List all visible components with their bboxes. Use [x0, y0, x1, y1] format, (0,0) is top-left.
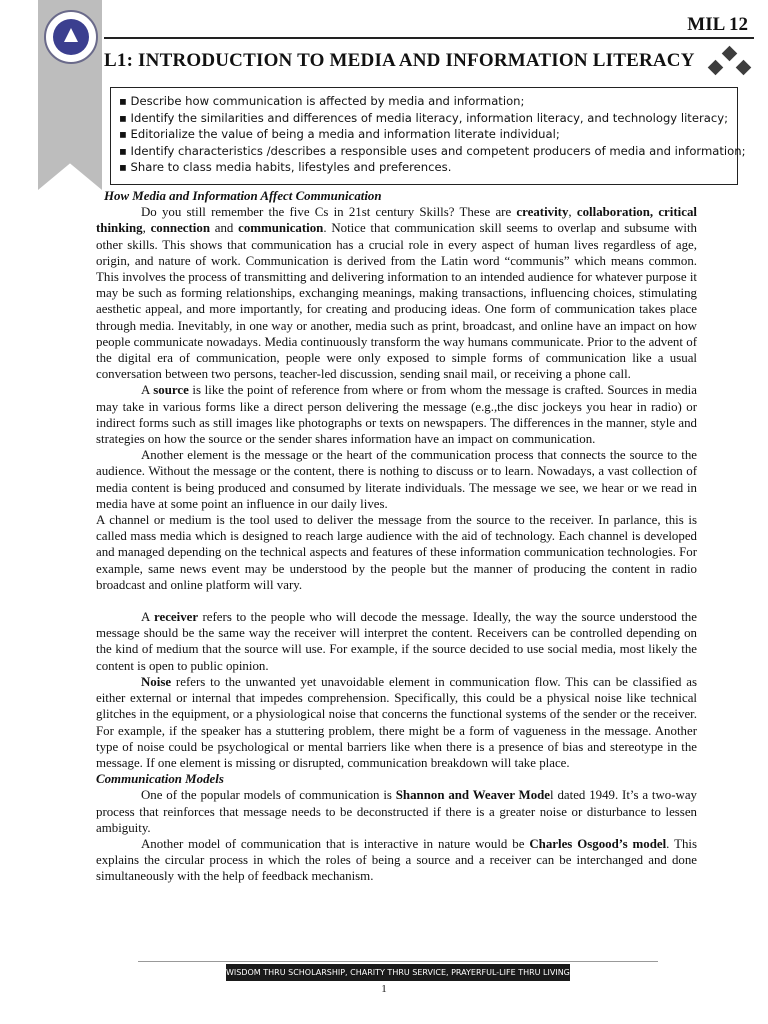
objective-item: ▪ Describe how communication is affected by media and information; — [119, 94, 525, 108]
logo-emblem — [53, 19, 89, 55]
paragraph: A receiver refers to the people who will decode the message. Ideally, the way the source understood the message should be the same way the receiver will interpret the content. Receivers can be controlled depending on the kind of medium that the source will use. For example, if the source decided to use social media, most likely the content is open to public opinion. — [96, 610, 697, 673]
school-logo — [44, 10, 98, 64]
section-heading: Communication Models — [96, 772, 224, 787]
objective-item: ▪ Share to class media habits, lifestyles and preferences. — [119, 160, 452, 175]
objective-item: ▪ Identify the similarities and differences of media literacy, information literacy, and technology literacy; — [119, 110, 728, 125]
paragraph: One of the popular models of communication is Shannon and Weaver Model dated 1949. It’s a two-way process that reinforces that message needs to be deconstructed if there is a greater noise or disturbance to lessen ambiguity. — [96, 788, 697, 835]
logo-triangle-icon — [64, 28, 78, 42]
footer-motto: WISDOM THRU SCHOLARSHIP, CHARITY THRU SERVICE, PRAYERFUL-LIFE THRU LIVING THE GOSPEL — [226, 964, 570, 981]
page-number: 1 — [381, 983, 387, 995]
paragraph: A channel or medium is the tool used to deliver the message from the source to the receiver. In parlance, this is called mass media which is designed to reach large audience with the aid of technology. Each channel is developed and managed depending on the technical aspects and features of these information communication technologies. For example, same news event may be understood by the people but the manner of producing the content in radio broadcast and online platform will vary. — [96, 513, 697, 592]
paragraph: Another element is the message or the heart of the communication process that connects the source to the audience. Without the message or the content, there is nothing to discuss or to learn. Nowadays, a vast collection of media content is being produced and consumed by literate individuals. The message we see, we hear or we read in media have at some point an influence in our daily lives. — [96, 448, 697, 511]
objectives-box — [110, 87, 746, 185]
paragraph: Do you still remember the five Cs in 21st century Skills? These are creativity, collaboration, critical thinking, connection and communication. Notice that communication skill seems to overlap and subsume with other skills. This shows that communication has a crucial role in every aspect of human lives regardless of age, origin, and nature of work. Communication is derived from the Latin word “communis” which means common. This involves the process of transmitting and delivering information to an intended audience for whatever purpose it may be such as forming relationships, exchanging meanings, making transactions, influencing choices, stimulating aesthetic appeal, and more importantly, for creating and producing ideas. One form of communication takes place through media. Inevitably, in one way or another, media such as print, broadcast, and online have an impact on how people communicate nowadays. Media continuously transform the way humans communicate. Prior to the advent of the digital era of communication, people were only exposed to simple forms of communication like a usual conversation between two persons, teacher-led discussion, sending snail mail, or receiving a phone call. — [96, 205, 697, 382]
footer-rule — [138, 961, 658, 962]
diamond-icon — [722, 46, 738, 62]
diamond-icon — [708, 60, 724, 76]
paragraph: A source is like the point of reference from where or from whom the message is crafted. Sources in media may take in various forms like a direct person delivering the message (e.g.,the disc jockeys you hear in radio) or indirect forms such as still images like photographs or texts on newspapers. The differences in the manner, style and strategies on how the source or the sender shares information have an impact on communication. — [96, 383, 697, 447]
objective-item: ▪ Identify characteristics /describes a responsible uses and competent producers of media and information; — [119, 143, 746, 158]
diamond-icon — [736, 60, 752, 76]
course-code: MIL 12 — [687, 14, 748, 35]
paragraph: Noise refers to the unwanted yet unavoidable element in communication flow. This can be classified as either external or internal that impedes comprehension. Specifically, this could be a physical noise like technical glitches in the equipment, or a physiological noise that concerns the functional systems of the sender or the receiver. For example, if the speaker has a stuttering problem, there might be a form of vagueness in the message. Another type of noise could be psychological or mental barriers like when there is a presence of bias and stereotype in the message. If one element is missing or disrupted, communication breakdown will take place. — [96, 674, 697, 770]
section-heading: How Media and Information Affect Communication — [104, 189, 382, 203]
lesson-title: L1: INTRODUCTION TO MEDIA AND INFORMATION LITERACY — [104, 50, 695, 71]
paragraph: Another model of communication that is interactive in nature would be Charles Osgood’s model. This explains the circular process in which the roles of being a source and a receiver can be interchanged and done simultaneously with the help of feedback mechanism. — [96, 836, 697, 884]
objective-item: ▪ Editorialize the value of being a media and information literate individual; — [119, 127, 560, 142]
diamond-ornament-icon — [710, 42, 754, 92]
header-rule — [104, 37, 754, 39]
lesson-body — [96, 188, 697, 885]
